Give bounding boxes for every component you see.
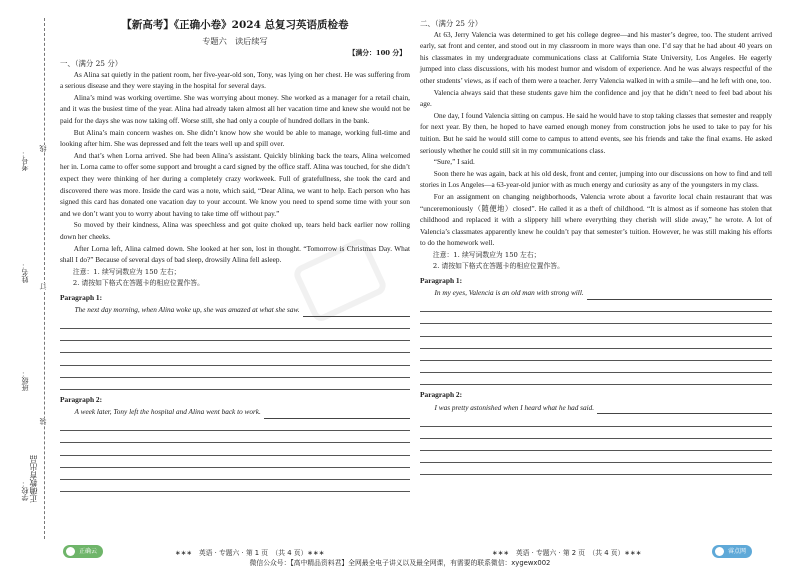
binding-mark-bind: 装 [39, 418, 47, 425]
section2-heading: 二、（满分 25 分） [420, 19, 483, 28]
answer-line[interactable] [420, 324, 772, 336]
binding-mark-order: 订 [39, 283, 47, 290]
answer-line[interactable] [60, 317, 410, 329]
instruction-note: 2. 请按如下格式在答题卡的相应位置作答。 [432, 262, 564, 271]
class-label: 班级： [21, 370, 29, 391]
answer-line[interactable] [587, 290, 772, 300]
paragraph2-label: Paragraph 2: [60, 395, 103, 404]
passage1-paragraph: So moved by their kindness, Alina was speechless and got quite choked up, tears held back earlier now rolling down her cheeks. [60, 221, 410, 241]
answer-line[interactable] [420, 463, 772, 475]
page-title: 【新高考】《正确小卷》2024 总复习英语质检卷 [121, 19, 349, 31]
paragraph2-starter: I was pretty astonished when I heard what he had said. [434, 403, 595, 412]
footer-promo-text: 微信公众号：【高中精品资料君】全网最全电子讲义以及最全网课，有需要的联系微信：xygewx002 [249, 559, 551, 567]
instruction-note: 2. 请按如下格式在答题卡的相应位置作答。 [72, 279, 204, 288]
cloud-logo-icon [66, 547, 75, 556]
passage2-paragraph: Valencia always said that these students gave him the confidence and joy that he didn’t need to feel bad about his age. [420, 88, 772, 109]
left-brand-label: 正确云 [79, 548, 98, 555]
publisher-label: 正确教育出品 [29, 455, 38, 503]
answer-line[interactable] [60, 353, 410, 365]
left-page-number: ∗∗∗ 英语 · 专题六 · 第 1 页 （共 4 页）∗∗∗ [175, 549, 325, 557]
answer-line[interactable] [60, 480, 410, 492]
paragraph1-starter-line[interactable] [420, 287, 772, 300]
answer-line[interactable] [60, 419, 410, 431]
page-subtitle: 专题六 读后续写 [202, 36, 268, 46]
answer-line[interactable] [420, 300, 772, 312]
answer-line[interactable] [264, 409, 410, 419]
passage2-paragraph: Soon there he was again, back at his old desk, front and center, jumping into our discussions on how to find and tell stories in Los Angeles—a 63-year-old junior with as much energy and curiosity as any of the youngsters in my class. [420, 169, 772, 190]
answer-line[interactable] [60, 341, 410, 353]
passage1-paragraph: After Lorna left, Alina calmed down. She looked at her son, lost in thought. “Tomorrow is Christmas Day. What shall I do?” Because of several days of bad sleep, drowsily Alina fell asleep. [60, 244, 410, 265]
right-page-number: ∗∗∗ 英语 · 专题六 · 第 2 页 （共 4 页）∗∗∗ [492, 549, 642, 557]
answer-line[interactable] [420, 337, 772, 349]
binding-margin [0, 0, 58, 569]
paragraph1-label: Paragraph 1: [60, 292, 103, 302]
paragraph2-starter: A week later, Tony left the hospital and Alina went back to work. [74, 408, 261, 417]
passage2-paragraph: For an assignment on changing neighborhoods, Valencia wrote about a favorite local chain restaurant that was “unceremoniously（随便地）closed”. He called it as a theft of childhood. “It is almost as if someone has stolen that childhood and replaced it with a slippery hill where everything they cherish will slide away,” he wrote. A lot of Valencia’s classmates apparently knew he couldn’t pay that semester’s tuition. However, he was still making his efforts to do the homework well. [420, 192, 772, 248]
binding-mark-line: 线 [39, 145, 47, 152]
passage2-paragraph: “Sure,” I said. [433, 158, 475, 167]
answer-line[interactable] [420, 427, 772, 439]
left-page [60, 18, 410, 492]
passage1-paragraph: Alina’s mind was working overtime. She was worrying about money. She worked as a manager for a retail chain, and it was the busiest time of the year. Alina had already taken almost all her vacation time and knew she would not be paid for the days she was now taking off. Worse still, she had only a couple of hundred dollars in the bank. [60, 93, 410, 125]
instruction-note: 注意：1. 续写词数应为 150 左右； [72, 267, 181, 276]
passage2-paragraph: At 63, Jerry Valencia was determined to get his college degree—and his master’s degree, too. The student arrived early, sat front and center, and stood out in my classroom in more ways than one. I’d say that he had about 40 years on his classmates in my undergraduate communications class at California State University, Los Angeles. He eagerly jumped into class discussions, with his modest humor and wisdom of experience. And he was always respectful of the other students’ views, as if each of them were a teacher. Jerry Valencia walked in with a smile—and he left with one, too. [420, 30, 772, 85]
answer-line[interactable] [60, 456, 410, 468]
brand-logo-icon [715, 547, 724, 556]
binding-dashed-line [44, 18, 45, 539]
answer-line[interactable] [60, 378, 410, 390]
school-label: 学校： [21, 480, 29, 501]
answer-line[interactable] [60, 329, 410, 341]
right-page [420, 18, 772, 475]
instruction-note: 注意：1. 续写词数应为 150 左右； [432, 250, 541, 259]
paragraph1-starter: The next day morning, when Alina woke up, she was amazed at what she saw. [74, 306, 300, 315]
page-footer [0, 545, 800, 569]
passage1-paragraph: And that’s when Lorna arrived. She had been Alina’s assistant. Quickly blinking back the tears, Alina welcomed her in. Lorna came to offer some support and brought a card signed by the office staff. Alina was touched, for she didn’t expect they were thinking of her during a completely crazy workweek. Full of gratefullness, she took the card and discovered there was more. Inside the card was a note, which said, “Dear Alina, we want to help. Each person who has signed this card has donated one vacation day to your account. We know you need to spend some time with your son and we don’t want you to worry about having to take time off without pay.” [60, 151, 410, 218]
answer-line[interactable] [420, 373, 772, 385]
paragraph1-label: Paragraph 1: [420, 276, 463, 286]
full-score: 【满分：100 分】 [348, 49, 406, 57]
answer-line[interactable] [420, 414, 772, 426]
section1-heading: 一、（满分 25 分） [60, 59, 123, 68]
right-brand-label: 睿点网 [728, 548, 747, 555]
passage1-paragraph: As Alina sat quietly in the patient room, her five-year-old son, Tony, was lying on her chest. He was suffering from a serious disease and they were staying in the hospital for several days. [60, 70, 410, 91]
answer-line[interactable] [303, 307, 410, 317]
answer-line[interactable] [420, 312, 772, 324]
paragraph1-starter: In my eyes, Valencia is an old man with strong will. [434, 289, 584, 298]
answer-line[interactable] [60, 443, 410, 455]
answer-line[interactable] [420, 439, 772, 451]
answer-line[interactable] [420, 349, 772, 361]
answer-line[interactable] [60, 431, 410, 443]
right-brand-badge [712, 545, 752, 558]
passage1-paragraph: But Alina’s main concern washes on. She didn’t know how she would be able to manage, working full-time and looking after him. She was depressed and felt the tears well up and spill over. [60, 128, 410, 149]
answer-line[interactable] [420, 451, 772, 463]
answer-line[interactable] [420, 361, 772, 373]
answer-line[interactable] [60, 366, 410, 378]
paragraph2-starter-line[interactable] [420, 401, 772, 414]
name-label: 姓名： [21, 262, 29, 283]
paragraph2-starter-line[interactable] [60, 406, 410, 419]
answer-line[interactable] [60, 468, 410, 480]
paragraph1-starter-line[interactable] [60, 304, 410, 317]
paragraph2-label: Paragraph 2: [420, 390, 463, 400]
exam-number-label: 考号： [21, 150, 29, 171]
passage2-paragraph: One day, I found Valencia sitting on campus. He said he would have to stop taking classes that semester and reapply for next year. By then, he hoped to have earned enough money from construction jobs he used to take to pay for his tuition. But he said he would still come to campus to attend events, see his friends and take the final exams. He asked seriously whether he could still sit in my communications class. [420, 111, 772, 155]
answer-line[interactable] [597, 404, 772, 414]
